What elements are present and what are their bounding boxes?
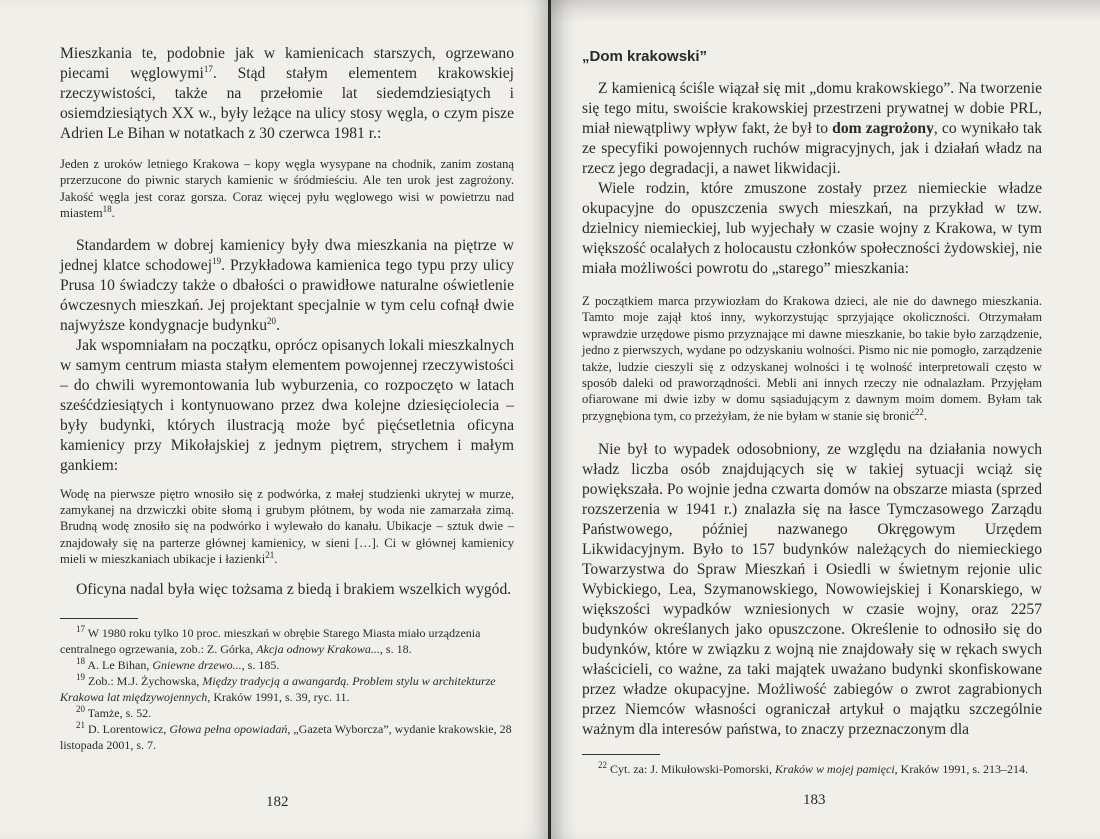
paragraph-text: . Stąd stałym elementem krakowskiej rzeczywistości, także na przełomie lat siedemdziesiątych i osiemdziesiątych XX w., były leżące na ulicy stosy węgla, o czym pisze Adrien Le Bihan w notatkach z 30 czerwca 1981 r.: <box>60 65 514 142</box>
footnote-number: 21 <box>76 719 85 730</box>
footnote <box>60 657 514 673</box>
paragraph: Jak wspomniałam na początku, oprócz opisanych lokali mieszkalnych w samym centrum miasta stałym elementem powojennej rzeczywistości – do chwili wyremontowania lub wyburzenia, co rozpoczęto w latach sześćdziesiątych i kontynuowano przez dwa kolejne dziesięciolecia – były budynki, których ilustracją może być pięćsetletnia oficyna kamienicy przy Mikołajskiej z jednym piętrem, strychem i małym gankiem: <box>60 336 514 474</box>
footnote-ref: 20 <box>267 315 276 326</box>
footnote-title: Gniewne drzewo... <box>152 657 242 672</box>
page-number: 183 <box>803 792 826 808</box>
paragraph-text: . Przykładowa kamienica tego typu przy ulicy Prusa 10 świadczy także o dbałości o prawidłowe naturalne oświetlenie ówczesnych mieszkań. Jej projektant specjalnie w tym celu cofnął dwie najwyższe kondygnacje budynku <box>60 256 514 334</box>
paragraph-text: Z kamienicą ściśle wiązał się mit „domu krakowskiego”. Na tworzenie się tego mitu, swoiście krakowskiej przestrzeni prywatnej w dobie PRL, miał niewątpliwy wpływ fakt, że był to <box>582 80 1042 137</box>
footnote-ref: 22 <box>914 406 924 417</box>
footnotes <box>582 761 1042 777</box>
right-page <box>551 0 1100 839</box>
footnote-text: Cyt. za: J. Mikułowski-Pomorski, <box>607 762 776 777</box>
footnote-ref: 21 <box>265 550 275 561</box>
paragraph-text: , co wynikało tak ze specyfiki powojennych ruchów migracyjnych, jak i działań władz na rzecz jego degradacji, a nawet likwidacji. <box>582 120 1042 177</box>
footnote-title: Głowa pełna opowiadań <box>169 721 288 736</box>
paragraph-text: Standardem w dobrej kamienicy były dwa mieszkania na piętrze w jednej klatce schodowej <box>60 236 514 274</box>
footnote-title: Między tradycją a awangardą. Problem stylu w architekturze Krakowa lat międzywojennych <box>60 673 496 704</box>
footnote-text: Zob.: M.J. Żychowska, <box>85 673 203 688</box>
footnote-title: Kraków w mojej pamięci <box>775 762 895 777</box>
quote-text: . <box>111 206 115 221</box>
footnote-text: , Kraków 1991, s. 39, ryc. 11. <box>207 689 350 704</box>
quote-text: . <box>274 552 278 567</box>
footnote <box>60 721 514 753</box>
paragraph <box>60 236 514 336</box>
footnote <box>582 761 1042 777</box>
page-edge-shadow <box>551 0 1100 22</box>
footnote-text: , s. 18. <box>379 641 412 656</box>
footnote-divider <box>582 754 660 755</box>
footnote <box>60 705 514 721</box>
block-quote <box>582 293 1042 424</box>
footnotes <box>60 625 514 753</box>
footnote-number: 22 <box>598 760 607 771</box>
footnote-text: D. Lorentowicz, <box>85 721 170 736</box>
right-page-content <box>582 48 1042 777</box>
footnote-number: 18 <box>76 655 85 666</box>
paragraph: Wiele rodzin, które zmuszone zostały przez niemieckie władze okupacyjne do opuszczenia swych mieszkań, na przykład w tzw. dzielnicy niemieckiej, lub wyjechały w czasie wojny z Krakowa, w tym większość ocalałych z holocaustu członków społeczności żydowskiej, nie miała możliwości powrotu do „starego” mieszkania: <box>582 180 1042 277</box>
left-page-content <box>60 44 514 753</box>
paragraph: Oficyna nadal była więc tożsama z biedą i brakiem wszelkich wygód. <box>76 580 512 598</box>
block-quote <box>60 486 514 568</box>
section-title: „Dom krakowski” <box>582 48 708 65</box>
quote-text: Wodę na pierwsze piętro wnosiło się z podwórka, z małej studzienki ukrytej w murze, zamykanej na drzwiczki obite słomą i grubym płótnem, by woda nie zamarzała zimą. Brudną wodę znosiło się na podwórko i wylewało do kanału. Ubikacje – sztuk dwie – znajdowały się na parterze głównej kamienicy, w sieni […]. Ci w głównej kamienicy mieli w mieszkaniach ubikacje i łazienki <box>60 486 514 567</box>
paragraph <box>582 79 1042 179</box>
emphasis-text: dom zagrożony <box>832 120 934 137</box>
footnote <box>60 673 514 705</box>
footnote-ref: 17 <box>203 63 213 74</box>
quote-text: Jeden z uroków letniego Krakowa – kopy węgla wysypane na chodnik, zanim zostaną przerzucone do piwnic starych kamienic w śródmieściu. Ale ten urok jest zagrożony. Jakość węgla jest coraz gorsza. Coraz więcej pyłu węglowego wisi w powietrzu nad miastem <box>60 157 514 221</box>
paragraph-text: Mieszkania te, podobnie jak w kamienicach starszych, ogrzewano piecami węglowymi <box>60 45 514 82</box>
quote-text: . <box>923 408 928 423</box>
footnote-text: Tamże, s. 52. <box>85 705 152 720</box>
page-number: 182 <box>266 794 289 810</box>
block-quote <box>60 156 514 222</box>
footnote-ref: 18 <box>102 204 112 215</box>
footnote <box>60 625 514 657</box>
paragraph: Nie był to wypadek odosobniony, ze względu na działania nowych władz liczba osób znajdujących się w takiej sytuacji wciąż się powiększała. Po wojnie jedna czwarta domów na obszarze miasta (sprzed rozszerzenia w 1941 r.) znalazła się na łasce Tymczasowego Zarządu Państwowego, później nazwanego Okręgowym Urzędem Likwidacyjnym. Było to 157 budynków należących do niemieckiego Towarzystwa do Spraw Mieszkań i Osiedli w świetnym rejonie ulic Wybickiego, Lea, Szymanowskiego, Nowowiejskiej i Konarskiego, w większości wypadków wzniesionych w czasie wojny, oraz 2257 budynków określanych jako opuszczone. Określenie to odnosiło się do budynków, które w związku z wojną nie znajdowały się w rękach swych właścicieli, co ważne, za taki majątek uważano budynki skonfiskowane przez władze okupacyjne. Możliwość zabiegów o zwrot zagrabionych przez Niemców własności ograniczał artykuł o majątku szczególnie ważnym dla interesów państwa, to znaczy przeznaczonym dla <box>582 441 1042 739</box>
footnote-text: , s. 185. <box>241 657 280 672</box>
footnote-number: 19 <box>76 671 85 682</box>
footnote-title: Akcja odnowy Krakowa... <box>256 641 380 656</box>
paragraph-text: . <box>276 316 280 334</box>
footnote-divider <box>60 618 138 619</box>
footnote-text: A. Le Bihan, <box>85 657 153 672</box>
footnote-text: , „Gazeta Wyborcza”, wydanie krakowskie, 28 listopada 2001, s. 7. <box>60 721 512 752</box>
footnote-number: 20 <box>76 703 85 714</box>
footnote-text: , Kraków 1991, s. 213–214. <box>894 762 1028 777</box>
footnote-text: W 1980 roku tylko 10 proc. mieszkań w obrębie Starego Miasta miało urządzenia centralnego ogrzewania, zob.: Z. Górka, <box>60 625 481 656</box>
quote-text: Z początkiem marca przywiozłam do Krakowa dzieci, ale nie do dawnego mieszkania. Tamto moje zajął ktoś inny, wykorzystując sprzyjające okoliczności. Otrzymałam wprawdzie urzędowe pismo przyznające mi dawne mieszkanie, bo takie było zarządzenie, jedno z pierwszych, wydane po odzyskaniu wolności. Pismo nic nie pomogło, zarządzenie także, ludzie cieszyli się z odzyskanej wolności i tę wolność interpretowali często w sposób daleki od praworządności. Mebli ani innych rzeczy nie odnalazłam. Przyjęłam ofiarowane mi dwie izby w domu sąsiadującym z dawnym moim domem. Byłam tak przygnębiona tym, co przeżyłam, że nie byłam w stanie się bronić <box>582 294 1042 423</box>
paragraph <box>60 44 514 144</box>
footnote-ref: 19 <box>212 255 222 266</box>
footnote-number: 17 <box>76 623 85 634</box>
